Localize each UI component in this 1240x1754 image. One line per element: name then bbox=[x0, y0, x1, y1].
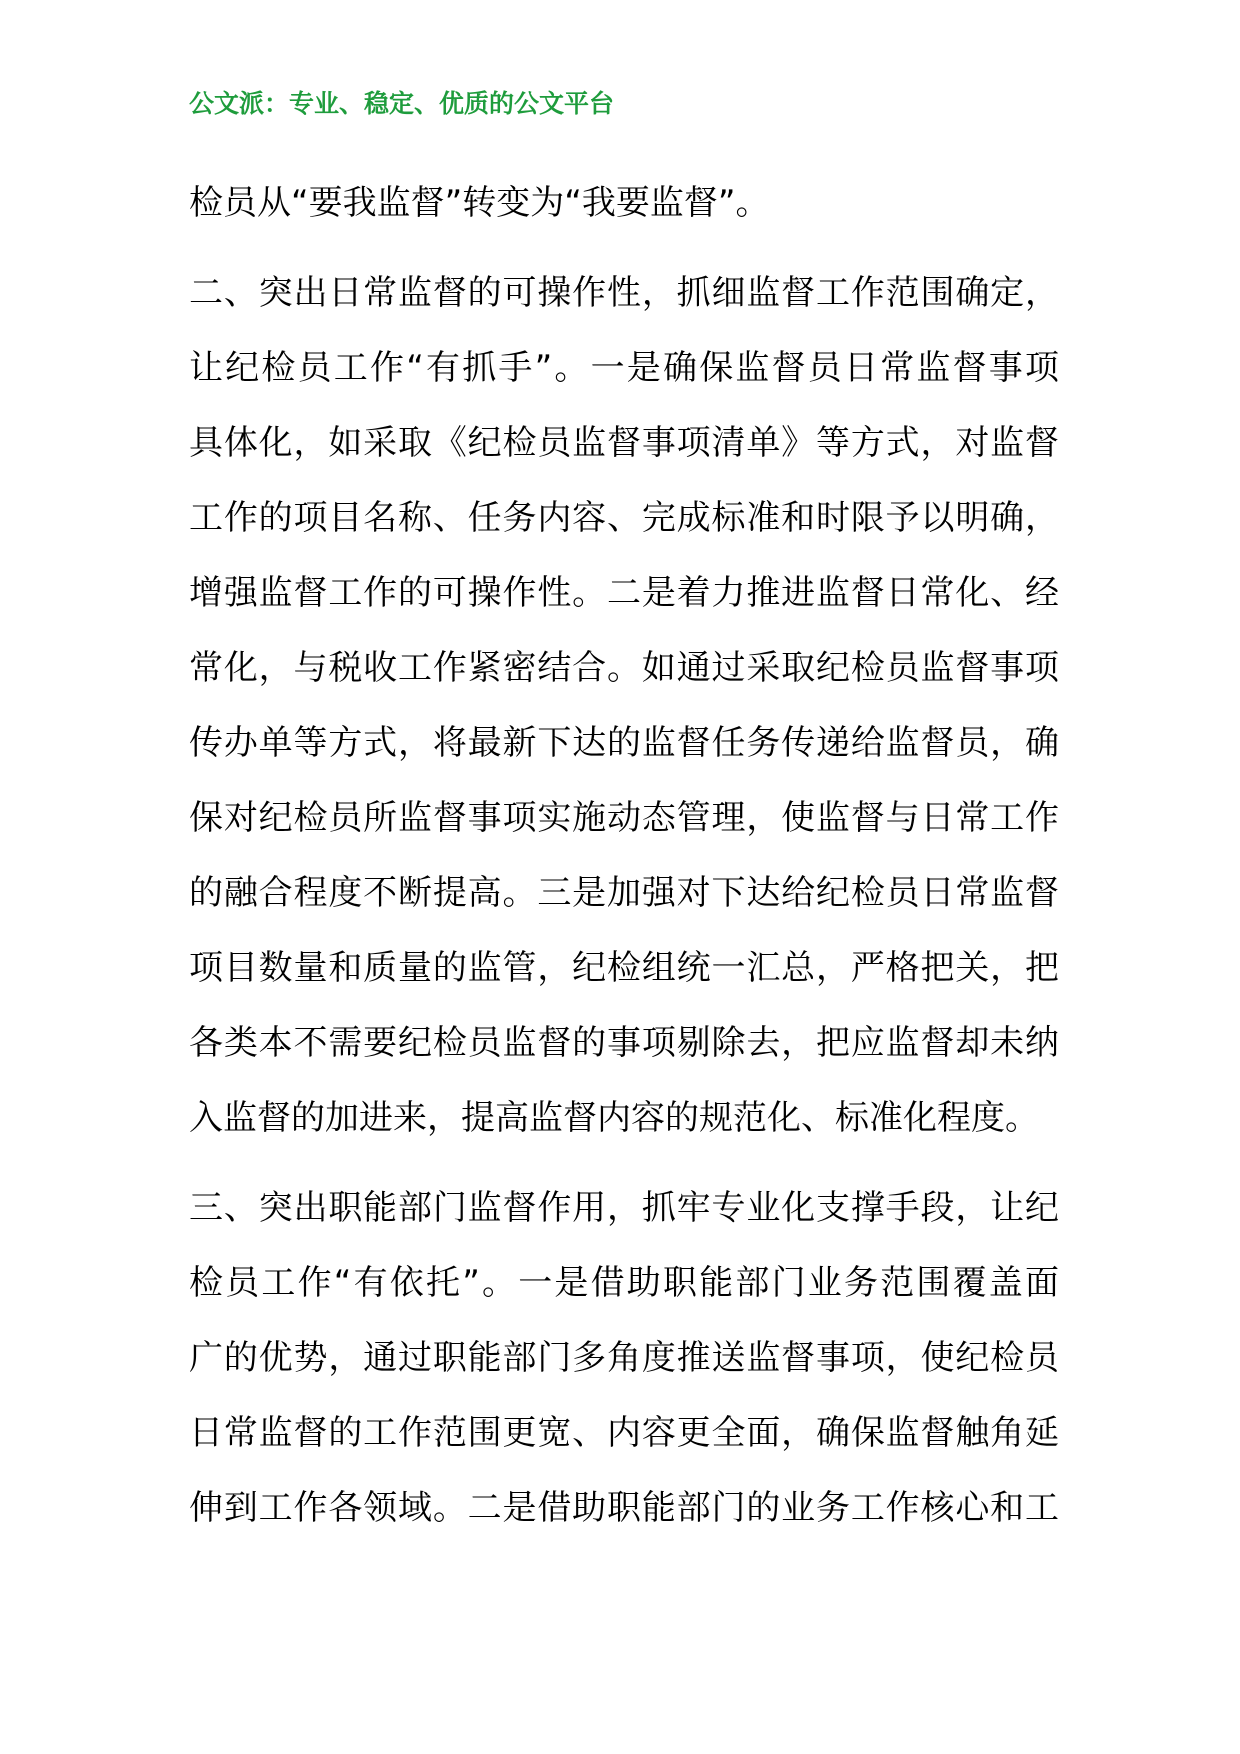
text-line: 各类本不需要纪检员监督的事项剔除去，把应监督却未纳 bbox=[189, 1023, 1059, 1063]
text-line: 入监督的加进来，提高监督内容的规范化、标准化程度。 bbox=[189, 1098, 1039, 1138]
text-line: 保对纪检员所监督事项实施动态管理，使监督与日常工作 bbox=[189, 798, 1059, 838]
text-line: 伸到工作各领域。二是借助职能部门的业务工作核心和工 bbox=[189, 1488, 1059, 1528]
text-line: 具体化，如采取《纪检员监督事项清单》等方式，对监督 bbox=[189, 423, 1059, 463]
text-line: 增强监督工作的可操作性。二是着力推进监督日常化、经 bbox=[189, 573, 1059, 613]
text-line: 广的优势，通过职能部门多角度推送监督事项，使纪检员 bbox=[189, 1338, 1059, 1378]
text-line: 传办单等方式，将最新下达的监督任务传递给监督员，确 bbox=[189, 723, 1059, 763]
text-line: 三、突出职能部门监督作用，抓牢专业化支撑手段，让纪 bbox=[189, 1188, 1059, 1228]
text-line: 检员工作“有依托”。一是借助职能部门业务范围覆盖面 bbox=[189, 1263, 1059, 1303]
page-header: 公文派：专业、稳定、优质的公文平台 bbox=[189, 89, 615, 118]
text-line: 日常监督的工作范围更宽、内容更全面，确保监督触角延 bbox=[189, 1413, 1059, 1453]
document-body bbox=[189, 166, 1059, 1546]
text-line: 常化，与税收工作紧密结合。如通过采取纪检员监督事项 bbox=[189, 648, 1059, 688]
text-line: 项目数量和质量的监管，纪检组统一汇总，严格把关，把 bbox=[189, 948, 1059, 988]
text-line: 检员从“要我监督”转变为“我要监督”。 bbox=[189, 183, 770, 223]
text-line: 让纪检员工作“有抓手”。一是确保监督员日常监督事项 bbox=[189, 348, 1059, 388]
text-line: 工作的项目名称、任务内容、完成标准和时限予以明确， bbox=[189, 498, 1059, 538]
text-line: 二、突出日常监督的可操作性，抓细监督工作范围确定， bbox=[189, 273, 1059, 313]
text-line: 的融合程度不断提高。三是加强对下达给纪检员日常监督 bbox=[189, 873, 1059, 913]
